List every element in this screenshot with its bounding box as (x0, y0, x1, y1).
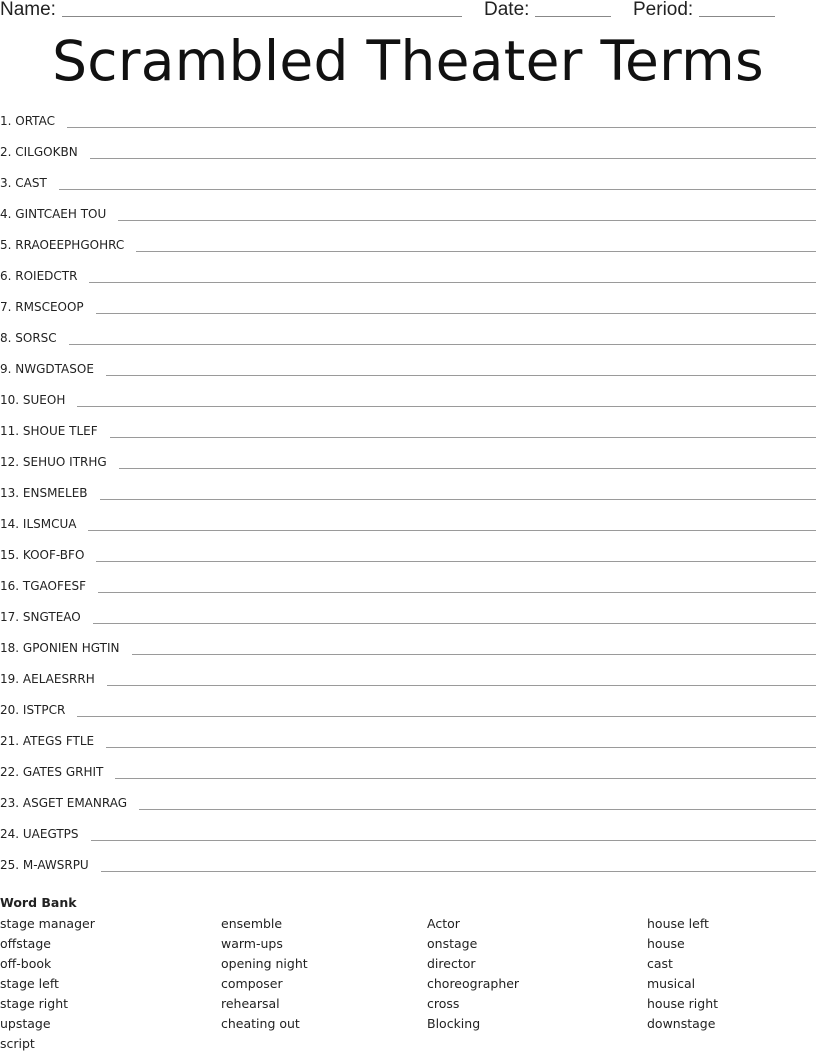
answer-line[interactable] (96, 546, 816, 562)
scrambled-word: 21. ATEGS FTLE (0, 734, 95, 748)
date-field[interactable] (535, 16, 611, 17)
word-bank-title: Word Bank (0, 895, 77, 910)
answer-line[interactable] (77, 391, 816, 407)
answer-line[interactable] (136, 236, 816, 252)
question-row (0, 670, 816, 701)
question-row (0, 391, 816, 422)
word-bank-column (221, 914, 308, 1034)
word-bank-item: rehearsal (221, 996, 280, 1011)
scrambled-word: 22. GATES GRHIT (0, 765, 104, 779)
question-row (0, 112, 816, 143)
question-row (0, 577, 816, 608)
word-bank-column (647, 914, 718, 1034)
question-row (0, 422, 816, 453)
word-bank-item: stage left (0, 976, 59, 991)
scrambled-word: 14. ILSMCUA (0, 517, 77, 531)
answer-line[interactable] (132, 639, 816, 655)
scrambled-word: 16. TGAOFESF (0, 579, 86, 593)
name-label: Name: (0, 0, 56, 20)
scrambled-word: 12. SEHUO ITRHG (0, 455, 107, 469)
answer-line[interactable] (107, 670, 816, 686)
answer-line[interactable] (59, 174, 816, 190)
word-bank-item: stage manager (0, 916, 95, 931)
question-list (0, 112, 816, 887)
question-row (0, 360, 816, 391)
answer-line[interactable] (118, 205, 816, 221)
question-row (0, 825, 816, 856)
word-bank-item: musical (647, 976, 696, 991)
scrambled-word: 7. RMSCEOOP (0, 300, 84, 314)
word-bank-item: ensemble (221, 916, 283, 931)
question-row (0, 267, 816, 298)
word-bank-item: house right (647, 996, 719, 1011)
word-bank-item: off-book (0, 956, 52, 971)
question-row (0, 453, 816, 484)
word-bank-item: stage right (0, 996, 69, 1011)
scrambled-word: 17. SNGTEAO (0, 610, 81, 624)
question-row (0, 515, 816, 546)
word-bank-item: warm-ups (221, 936, 283, 951)
answer-line[interactable] (91, 825, 816, 841)
scrambled-word: 19. AELAESRRH (0, 672, 95, 686)
answer-line[interactable] (139, 794, 816, 810)
answer-line[interactable] (67, 112, 816, 128)
period-field[interactable] (699, 16, 775, 17)
answer-line[interactable] (93, 608, 816, 624)
answer-line[interactable] (69, 329, 816, 345)
question-row (0, 856, 816, 887)
answer-line[interactable] (77, 701, 816, 717)
word-bank-item: Blocking (427, 1016, 481, 1031)
period-label: Period: (633, 0, 694, 20)
scrambled-word: 6. ROIEDCTR (0, 269, 78, 283)
word-bank-item: Actor (427, 916, 460, 931)
answer-line[interactable] (88, 515, 816, 531)
student-info-header (0, 0, 816, 24)
question-row (0, 608, 816, 639)
scrambled-word: 13. ENSMELEB (0, 486, 88, 500)
word-bank-item: offstage (0, 936, 51, 951)
question-row (0, 174, 816, 205)
question-row (0, 205, 816, 236)
word-bank-item: opening night (221, 956, 308, 971)
question-row (0, 763, 816, 794)
scrambled-word: 25. M-AWSRPU (0, 858, 89, 872)
scrambled-word: 4. GINTCAEH TOU (0, 207, 107, 221)
word-bank-item: script (0, 1036, 35, 1051)
question-row (0, 484, 816, 515)
scrambled-word: 23. ASGET EMANRAG (0, 796, 128, 810)
word-bank (0, 894, 816, 1051)
scrambled-word: 15. KOOF-BFO (0, 548, 85, 562)
question-row (0, 639, 816, 670)
scrambled-word: 24. UAEGTPS (0, 827, 79, 841)
answer-line[interactable] (96, 298, 816, 314)
question-row (0, 546, 816, 577)
word-bank-item: choreographer (427, 976, 520, 991)
answer-line[interactable] (115, 763, 816, 779)
scrambled-word: 10. SUEOH (0, 393, 66, 407)
word-bank-item: upstage (0, 1016, 51, 1031)
question-row (0, 732, 816, 763)
question-row (0, 236, 816, 267)
scrambled-word: 9. NWGDTASOE (0, 362, 94, 376)
question-row (0, 143, 816, 174)
answer-line[interactable] (110, 422, 816, 438)
answer-line[interactable] (90, 143, 816, 159)
question-row (0, 329, 816, 360)
answer-line[interactable] (106, 732, 816, 748)
word-bank-item: onstage (427, 936, 478, 951)
word-bank-column (0, 914, 95, 1054)
word-bank-item: cross (427, 996, 460, 1011)
scrambled-word: 3. CAST (0, 176, 47, 190)
answer-line[interactable] (101, 856, 816, 872)
answer-line[interactable] (106, 360, 816, 376)
word-bank-item: downstage (647, 1016, 716, 1031)
scrambled-word: 8. SORSC (0, 331, 57, 345)
word-bank-item: house left (647, 916, 709, 931)
scrambled-word: 1. ORTAC (0, 114, 55, 128)
question-row (0, 298, 816, 329)
question-row (0, 794, 816, 825)
scrambled-word: 5. RRAOEEPHGOHRC (0, 238, 125, 252)
scrambled-word: 18. GPONIEN HGTIN (0, 641, 120, 655)
word-bank-item: director (427, 956, 476, 971)
date-label: Date: (484, 0, 530, 20)
word-bank-item: composer (221, 976, 283, 991)
answer-line[interactable] (98, 577, 816, 593)
word-bank-column (427, 914, 519, 1034)
word-bank-item: house (647, 936, 685, 951)
worksheet-title: Scrambled Theater Terms (52, 29, 764, 93)
scrambled-word: 20. ISTPCR (0, 703, 66, 717)
answer-line[interactable] (119, 453, 816, 469)
name-field[interactable] (62, 16, 462, 17)
scrambled-word: 2. CILGOKBN (0, 145, 78, 159)
answer-line[interactable] (89, 267, 816, 283)
word-bank-item: cast (647, 956, 673, 971)
question-row (0, 701, 816, 732)
scrambled-word: 11. SHOUE TLEF (0, 424, 98, 438)
word-bank-item: cheating out (221, 1016, 300, 1031)
answer-line[interactable] (100, 484, 816, 500)
